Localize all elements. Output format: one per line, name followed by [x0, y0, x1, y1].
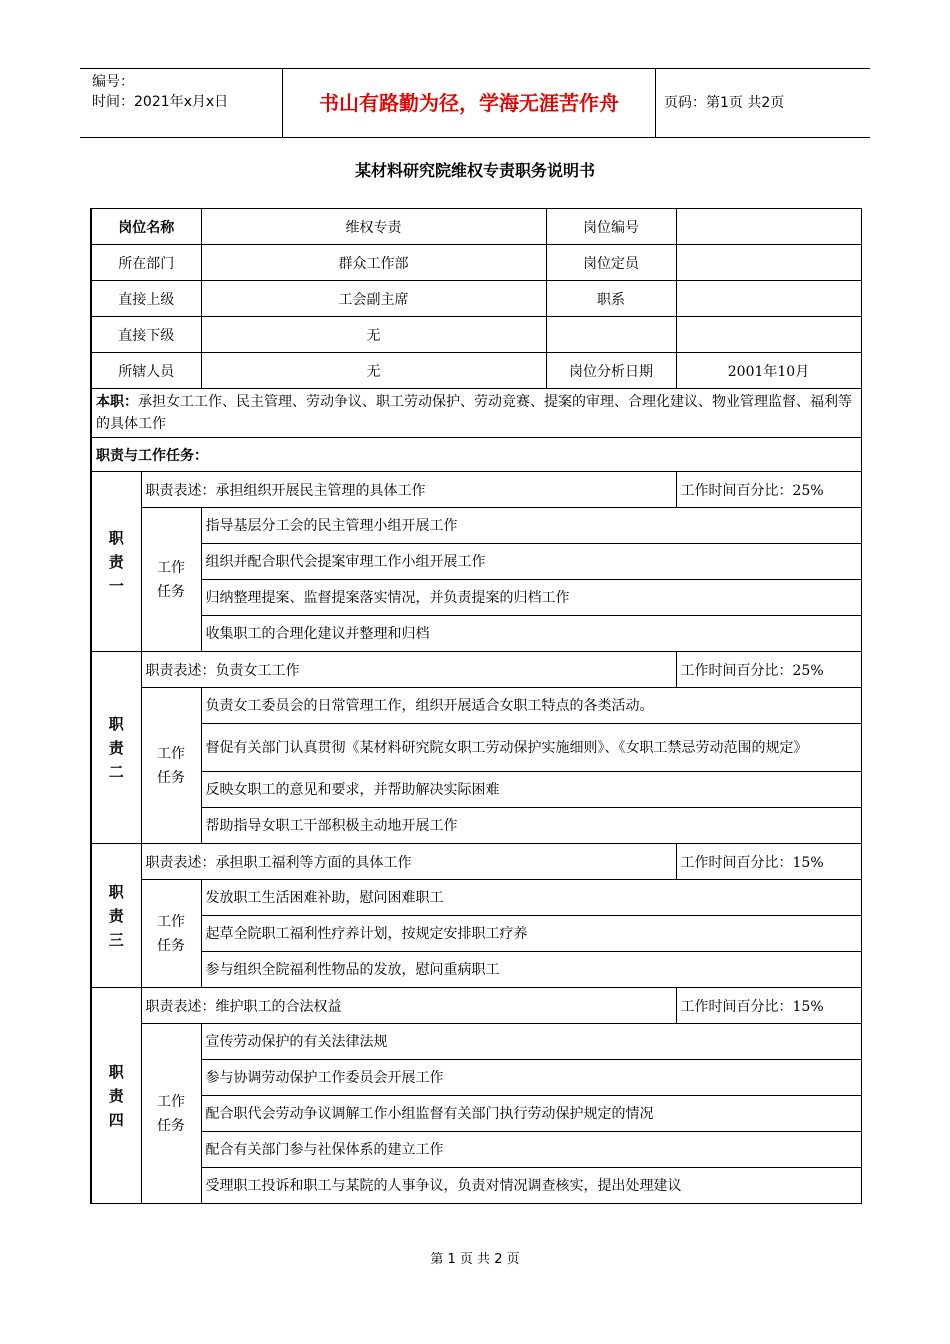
task-item: 负责女工委员会的日常管理工作，组织开展适合女职工特点的各类活动。 — [201, 688, 861, 724]
duty-name: 职 责 四 — [91, 988, 141, 1204]
task-item: 配合职代会劳动争议调解工作小组监督有关部门执行劳动保护规定的情况 — [201, 1096, 861, 1132]
task-row — [91, 1132, 861, 1168]
duty-name: 职 责 二 — [91, 652, 141, 844]
task-item: 督促有关部门认真贯彻《某材料研究院女职工劳动保护实施细则》、《女职工禁忌劳动范围的规定》 — [201, 724, 861, 772]
quota-label: 岗位定员 — [546, 245, 676, 281]
task-item: 反映女职工的意见和要求，并帮助解决实际困难 — [201, 772, 861, 808]
sub-label: 直接下级 — [91, 317, 201, 353]
task-item: 发放职工生活困难补助，慰问困难职工 — [201, 880, 861, 916]
sub-value: 无 — [201, 317, 546, 353]
duty-time-pct: 工作时间百分比：15% — [676, 988, 861, 1024]
superior-label: 直接上级 — [91, 281, 201, 317]
duty-desc: 职责表述：维护职工的合法权益 — [141, 988, 676, 1024]
task-item: 帮助指导女职工干部积极主动地开展工作 — [201, 808, 861, 844]
task-row — [91, 544, 861, 580]
duty-time-pct: 工作时间百分比：25% — [676, 652, 861, 688]
duty-desc: 职责表述：承担组织开展民主管理的具体工作 — [141, 472, 676, 508]
series-value — [676, 281, 861, 317]
task-item: 组织并配合职代会提案审理工作小组开展工作 — [201, 544, 861, 580]
task-row — [91, 508, 861, 544]
empty-cell — [546, 317, 676, 353]
code-label: 岗位编号 — [546, 209, 676, 245]
duty-desc-row — [91, 652, 861, 688]
time-label: 时间：2021年x月x日 — [92, 94, 229, 110]
superior-value: 工会副主席 — [201, 281, 546, 317]
info-row-subordinate — [91, 317, 861, 353]
document-title: 某材料研究院维权专责职务说明书 — [354, 161, 595, 180]
page-footer: 第 1 页 共 2 页 — [430, 1252, 520, 1267]
task-row — [91, 616, 861, 652]
duty-desc-row — [91, 844, 861, 880]
task-row — [91, 580, 861, 616]
task-row — [91, 1168, 861, 1204]
mission-row — [91, 389, 861, 438]
task-row — [91, 952, 861, 988]
managed-label: 所辖人员 — [91, 353, 201, 389]
managed-value: 无 — [201, 353, 546, 389]
dept-value: 群众工作部 — [201, 245, 546, 281]
task-item: 配合有关部门参与社保体系的建立工作 — [201, 1132, 861, 1168]
task-row — [91, 1024, 861, 1060]
task-item: 受理职工投诉和职工与某院的人事争议，负责对情况调查核实，提出处理建议 — [201, 1168, 861, 1204]
task-item: 参与组织全院福利性物品的发放，慰问重病职工 — [201, 952, 861, 988]
duty-desc: 职责表述：负责女工工作 — [141, 652, 676, 688]
duty-time-pct: 工作时间百分比：25% — [676, 472, 861, 508]
duties-heading: 职责与工作任务： — [91, 438, 861, 472]
header-page-label: 页码：第1页 共2页 — [664, 95, 785, 111]
task-item: 宣传劳动保护的有关法律法规 — [201, 1024, 861, 1060]
document-header — [80, 68, 870, 138]
duty-name: 职 责 一 — [91, 472, 141, 652]
task-label: 工作 任务 — [141, 880, 201, 988]
task-row — [91, 724, 861, 772]
mission-cell — [91, 389, 861, 438]
job-description-table — [90, 208, 862, 1204]
task-item: 起草全院职工福利性疗养计划，按规定安排职工疗养 — [201, 916, 861, 952]
header-meta — [80, 69, 282, 137]
duty-desc-row — [91, 988, 861, 1024]
duty-time-pct: 工作时间百分比：15% — [676, 844, 861, 880]
task-row — [91, 1096, 861, 1132]
name-label: 岗位名称 — [91, 209, 201, 245]
info-row-managed — [91, 353, 861, 389]
header-motto: 书山有路勤为径，学海无涯苦作舟 — [282, 69, 656, 137]
quota-value — [676, 245, 861, 281]
task-label: 工作 任务 — [141, 508, 201, 652]
date-label: 岗位分析日期 — [546, 353, 676, 389]
task-row — [91, 808, 861, 844]
task-item: 参与协调劳动保护工作委员会开展工作 — [201, 1060, 861, 1096]
empty-cell — [676, 317, 861, 353]
task-item: 收集职工的合理化建议并整理和归档 — [201, 616, 861, 652]
task-row — [91, 880, 861, 916]
serial-label: 编号： — [92, 74, 134, 90]
task-row — [91, 916, 861, 952]
name-value: 维权专责 — [201, 209, 546, 245]
series-label: 职系 — [546, 281, 676, 317]
duties-heading-row — [91, 438, 861, 472]
info-row-dept — [91, 245, 861, 281]
task-label: 工作 任务 — [141, 1024, 201, 1204]
task-row — [91, 1060, 861, 1096]
task-item: 归纳整理提案、监督提案落实情况，并负责提案的归档工作 — [201, 580, 861, 616]
task-label: 工作 任务 — [141, 688, 201, 844]
mission-text: 承担女工工作、民主管理、劳动争议、职工劳动保护、劳动竞赛、提案的审理、合理化建议、物业管理监督、福利等的具体工作 — [96, 394, 852, 432]
dept-label: 所在部门 — [91, 245, 201, 281]
code-value — [676, 209, 861, 245]
info-row-superior — [91, 281, 861, 317]
duty-desc-row — [91, 472, 861, 508]
task-row — [91, 688, 861, 724]
duty-name: 职 责 三 — [91, 844, 141, 988]
task-item: 指导基层分工会的民主管理小组开展工作 — [201, 508, 861, 544]
date-value: 2001年10月 — [676, 353, 861, 389]
mission-label: 本职： — [96, 394, 138, 410]
task-row — [91, 772, 861, 808]
info-row-name — [91, 209, 861, 245]
duty-desc: 职责表述：承担职工福利等方面的具体工作 — [141, 844, 676, 880]
